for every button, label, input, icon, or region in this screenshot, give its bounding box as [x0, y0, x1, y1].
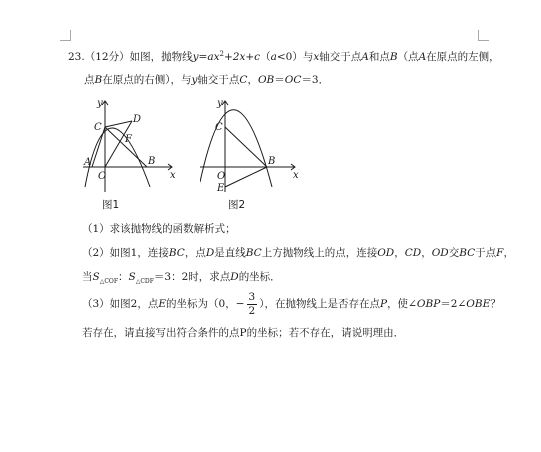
segment-AC	[92, 127, 105, 167]
problem-text: ，	[503, 247, 514, 259]
math-symbol: BC	[168, 247, 185, 259]
math-symbol: A	[361, 51, 369, 63]
problem-line-2	[84, 73, 329, 87]
math-symbol: D	[205, 247, 215, 259]
math-symbol: OD	[431, 247, 449, 259]
question-2-line-2	[82, 270, 281, 286]
math-symbol: P	[379, 298, 388, 310]
math-symbol: OB	[257, 74, 275, 86]
math-symbol: x	[313, 51, 320, 63]
fraction	[247, 291, 258, 318]
problem-line-1	[68, 50, 500, 65]
equation-part: +2x+c	[223, 51, 261, 63]
label-C: C	[215, 122, 223, 133]
question-3-line-2: 若存在，请直接写出符合条件的点P的坐标；若不存在，请说明理由．	[82, 327, 405, 339]
math-symbol: y	[191, 74, 198, 86]
minus-sign: −	[235, 298, 245, 310]
problem-text: ＝3．	[301, 74, 330, 86]
math-symbol: OC	[284, 74, 302, 86]
math-symbol: BC	[245, 247, 262, 259]
equation-exponent: 2	[219, 50, 224, 58]
problem-text: 点	[84, 74, 95, 86]
problem-text: ），在抛物线上是否存在点	[259, 298, 380, 310]
math-symbol: CD	[404, 247, 422, 259]
label-x: x	[293, 170, 299, 181]
condition-part: <0）	[276, 51, 303, 63]
figure-1-caption: 图1	[102, 199, 120, 211]
area-subscript: △COF	[99, 278, 118, 285]
problem-text: ＝	[274, 74, 285, 86]
problem-text: 轴交于点	[319, 51, 362, 63]
segment-CB	[225, 127, 267, 167]
math-symbol: BC	[459, 247, 476, 259]
fraction-numerator: 3	[248, 290, 256, 303]
math-symbol: B	[389, 51, 398, 63]
label-F: F	[125, 134, 132, 145]
parabola	[200, 110, 272, 187]
fraction-denominator: 2	[248, 304, 256, 317]
problem-text: 与	[302, 51, 314, 63]
problem-text: 交	[448, 247, 460, 259]
problem-score: （12分）	[84, 51, 130, 63]
label-x: x	[170, 170, 176, 181]
math-symbol: OBP	[416, 298, 441, 310]
figure-2-caption: 图2	[228, 199, 246, 211]
problem-text: ，使∠	[387, 298, 417, 310]
condition-part: a	[270, 51, 277, 63]
problem-text: ？	[490, 298, 501, 310]
problem-text: ，点	[184, 247, 206, 259]
segment-CD	[105, 121, 132, 127]
math-symbol: A	[418, 51, 427, 63]
problem-text: 轴交于点	[197, 74, 240, 86]
problem-text: ，	[394, 247, 405, 259]
question-3-line-1	[82, 290, 501, 318]
figure-1	[80, 95, 190, 195]
label-B: B	[148, 156, 156, 167]
label-O: O	[98, 171, 107, 182]
problem-text: 在原点的左侧，	[426, 51, 500, 63]
problem-text: 和点	[368, 51, 390, 63]
equation-part: =	[198, 51, 208, 63]
math-symbol: OBE	[466, 298, 491, 310]
page-corner-mark-top-left	[60, 30, 71, 41]
problem-text: ，	[421, 247, 432, 259]
problem-text: （2）如图1，连接	[82, 247, 169, 259]
question-2-line-1	[82, 246, 514, 260]
problem-text: 当	[82, 271, 93, 283]
problem-text: 上方抛物线上的点，连接	[261, 247, 378, 259]
label-O: O	[217, 171, 226, 182]
label-C: C	[94, 122, 102, 133]
label-E: E	[217, 183, 225, 194]
problem-text: （点	[397, 51, 419, 63]
problem-text: 于点	[475, 247, 497, 259]
problem-text: 在原点的右侧），与	[102, 74, 192, 86]
label-A: A	[84, 157, 92, 168]
problem-text: 的坐标为（0，	[166, 298, 236, 310]
math-symbol: S	[92, 271, 100, 283]
problem-text: ，	[247, 74, 258, 86]
math-symbol: D	[230, 271, 239, 283]
problem-text: ＝3：2时，求点	[153, 271, 231, 283]
figure-2	[200, 95, 310, 195]
math-symbol: E	[158, 298, 167, 310]
question-1: （1）求该抛物线的函数解析式；	[82, 223, 236, 235]
math-symbol: B	[94, 74, 103, 86]
segment-EB	[225, 167, 267, 187]
label-D: D	[133, 114, 142, 125]
math-symbol: OD	[377, 247, 395, 259]
problem-text: ＝2∠	[440, 298, 467, 310]
label-B: B	[268, 156, 276, 167]
equation-part: y	[192, 51, 199, 63]
math-symbol: C	[239, 74, 248, 86]
segment-BC	[105, 127, 147, 167]
page-corner-mark-top-right	[478, 30, 489, 41]
label-y: y	[97, 98, 103, 109]
equation-part: ax	[207, 51, 220, 63]
label-y: y	[217, 98, 223, 109]
problem-text: ：	[118, 271, 129, 283]
problem-text: 如图，抛物线	[129, 51, 193, 63]
area-subscript: △CDF	[135, 278, 154, 285]
problem-text: （3）如图2，点	[82, 298, 159, 310]
condition-part: （	[260, 51, 271, 63]
problem-number: 23.	[68, 51, 85, 63]
math-symbol: S	[128, 271, 136, 283]
math-symbol: F	[496, 247, 504, 259]
problem-text: 是直线	[214, 247, 246, 259]
problem-text: 的坐标．	[238, 271, 281, 283]
